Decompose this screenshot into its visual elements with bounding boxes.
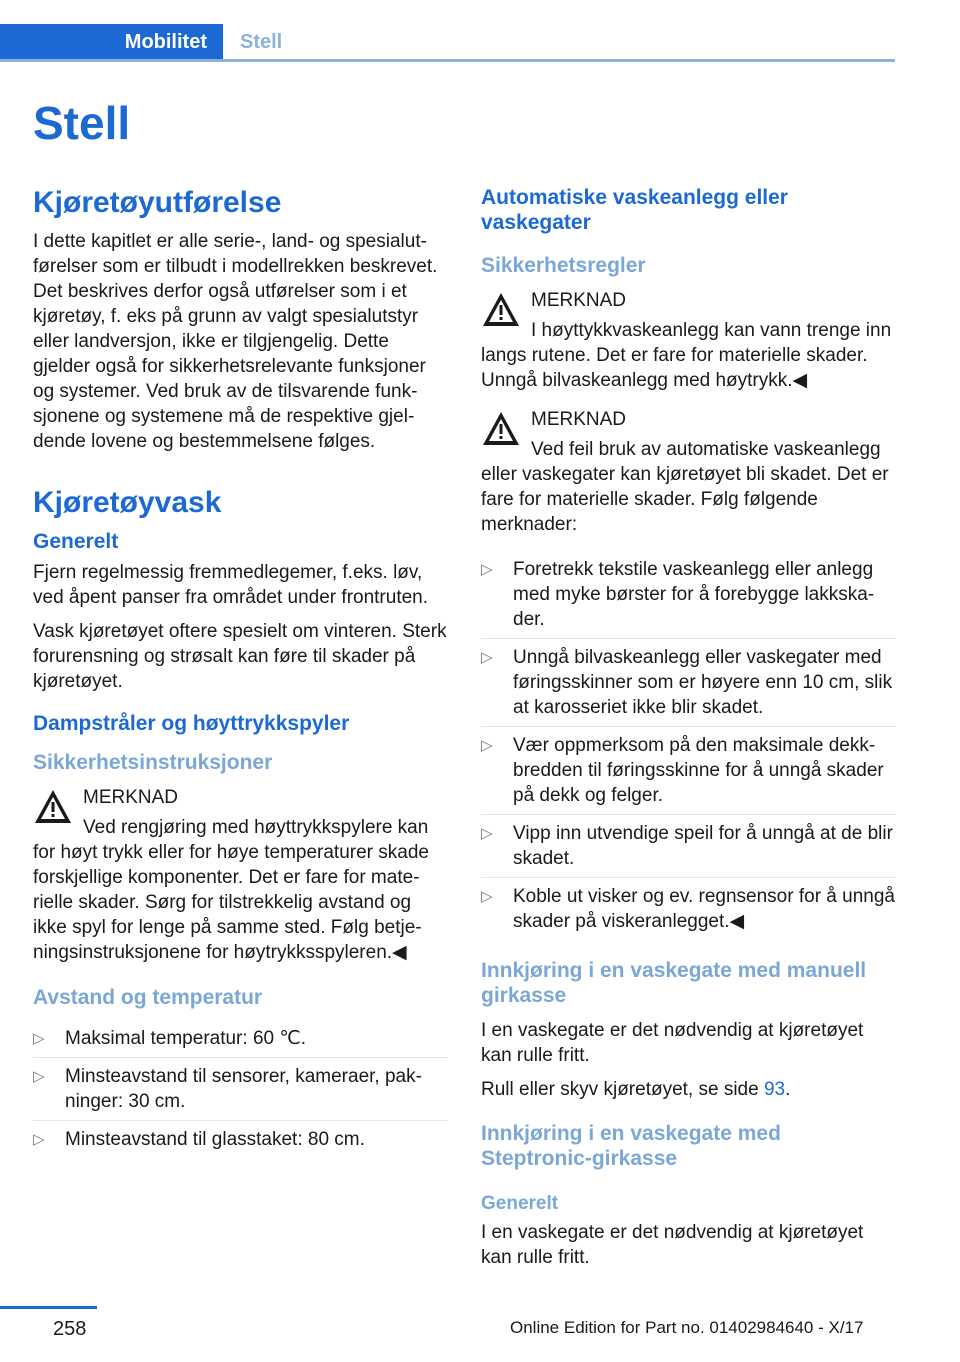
note-automatic xyxy=(481,407,896,537)
triangle-bullet-icon: ▷ xyxy=(481,561,493,578)
heading-steptronic: Innkjøring i en vaskegate med Steptronic-girkasse xyxy=(481,1122,781,1170)
list-item: ▷ Vipp inn utvendige speil for å unngå at de blir skadet. xyxy=(481,815,896,878)
paragraph-manual-2: Rull eller skyv kjøretøyet, se side 93. xyxy=(481,1079,791,1100)
note-label: MERKNAD xyxy=(531,290,627,311)
note-label: MERKNAD xyxy=(531,409,627,430)
distance-list xyxy=(33,1020,448,1158)
heading-auto-wash: Automatiske vaskeanlegg eller vaskegater xyxy=(481,186,788,234)
edition-text: Online Edition for Part no. 01402984640 - X/17 xyxy=(510,1318,864,1337)
list-item: ▷ Foretrekk tekstile vaskeanlegg eller anlegg med myke børster for å forebygge lakkskader. xyxy=(481,551,896,639)
heading-general: Generelt xyxy=(33,530,119,553)
note-label: MERKNAD xyxy=(83,787,179,808)
paragraph-model: I dette kapitlet er alle serie-, land- og spesialutførelser som er tilbudt i modellrekken beskrevet. Det beskrives derfor også utførelser som i et kjøretøy, f. eks på grunn av valgt spesialutstyr eller landversjon, ikke er tilgjengelig. Dette gjelder også for sikkerhetsrelevante funksjoner og systemer. Ved bruk av de tilsvarende funksjonene og systemene må de respektive gjeldende lovene og bestemmelsene følges. xyxy=(33,231,438,452)
footer-rule xyxy=(0,1306,97,1309)
triangle-bullet-icon: ▷ xyxy=(481,649,493,666)
header-rule xyxy=(0,59,895,62)
triangle-bullet-icon: ▷ xyxy=(33,1030,45,1047)
paragraph-manual-1: I en vaskegate er det nødvendig at kjøretøyet kan rulle fritt. xyxy=(481,1020,864,1066)
page-title: Stell xyxy=(33,97,131,149)
heading-wash: Kjøretøyvask xyxy=(33,486,222,519)
wash-list xyxy=(481,551,896,940)
paragraph-steptronic: I en vaskegate er det nødvendig at kjøretøyet kan rulle fritt. xyxy=(481,1222,864,1268)
list-item: ▷ Minsteavstand til glasstaket: 80 cm. xyxy=(33,1129,365,1150)
paragraph-general-1: Fjern regelmessig fremmedlegemer, f.eks. løv, ved åpent panser fra området under frontruten. xyxy=(33,562,429,608)
warning-icon xyxy=(33,787,73,827)
triangle-bullet-icon: ▷ xyxy=(481,888,493,905)
heading-distance: Avstand og temperatur xyxy=(33,986,263,1009)
list-item: ▷ Koble ut visker og ev. regnsensor for å unngå skader på viskeranlegget.◀ xyxy=(481,886,895,932)
tab-mobilitet[interactable]: Mobilitet xyxy=(0,24,223,60)
page-link[interactable]: 93 xyxy=(763,1079,786,1100)
page-number: 258 xyxy=(53,1318,87,1340)
triangle-bullet-icon: ▷ xyxy=(33,1131,45,1148)
heading-model: Kjøretøyutførelse xyxy=(33,186,282,219)
note-high-pressure xyxy=(481,288,896,393)
note-text: Ved feil bruk av automatiske vaskeanlegg eller vaskegater kan kjøretøyet bli skadet. Det er fare for materielle skader. Følg følgende merknader: xyxy=(481,439,889,535)
right-column xyxy=(481,185,896,1279)
note-text: Ved rengjøring med høyttrykkspylere kan for høyt trykk eller for høye temperaturer skade forskjellige komponenter. Det er fare for materielle skader. Sørg for tilstrekkelig avstand og ikke spyl for lenge på samme sted. Følg betjeningsinstruksjonene for høytrykksspyleren.◀ xyxy=(33,817,429,963)
note-pressure xyxy=(33,785,448,965)
warning-icon xyxy=(481,290,521,330)
left-column xyxy=(33,185,448,1168)
list-item: ▷ Minsteavstand til sensorer, kameraer, pakninger: 30 cm. xyxy=(33,1058,448,1121)
list-item: ▷ Vær oppmerksom på den maksimale dekkbredden til føringsskinne for å unngå skader på dekk og felger. xyxy=(481,727,896,815)
list-item: ▷ Maksimal temperatur: 60 ℃. xyxy=(33,1020,448,1058)
note-text: I høyttykkvaskeanlegg kan vann trenge inn langs rutene. Det er fare for materielle skader. Unngå bilvaskeanlegg med høytrykk.◀ xyxy=(481,320,892,391)
heading-manual: Innkjøring i en vaskegate med manuell girkasse xyxy=(481,959,867,1007)
triangle-bullet-icon: ▷ xyxy=(481,825,493,842)
warning-icon xyxy=(481,409,521,449)
triangle-bullet-icon: ▷ xyxy=(33,1068,45,1085)
list-item: ▷ Unngå bilvaskeanlegg eller vaskegater med føringsskinner som er høyere enn 10 cm, slik at karosseriet ikke blir skadet. xyxy=(481,639,896,727)
heading-rules: Sikkerhetsregler xyxy=(481,254,646,277)
heading-safety: Sikkerhetsinstruksjoner xyxy=(33,751,273,774)
tab-stell[interactable]: Stell xyxy=(240,31,283,53)
heading-general-steptronic: Generelt xyxy=(481,1193,559,1214)
chapter-header xyxy=(0,24,895,62)
paragraph-general-2: Vask kjøretøyet oftere spesielt om vinteren. Sterk forurensning og strøsalt kan føre til skader på kjøretøyet. xyxy=(33,621,447,692)
triangle-bullet-icon: ▷ xyxy=(481,737,493,754)
heading-steam: Dampstråler og høyttrykkspyler xyxy=(33,712,350,735)
